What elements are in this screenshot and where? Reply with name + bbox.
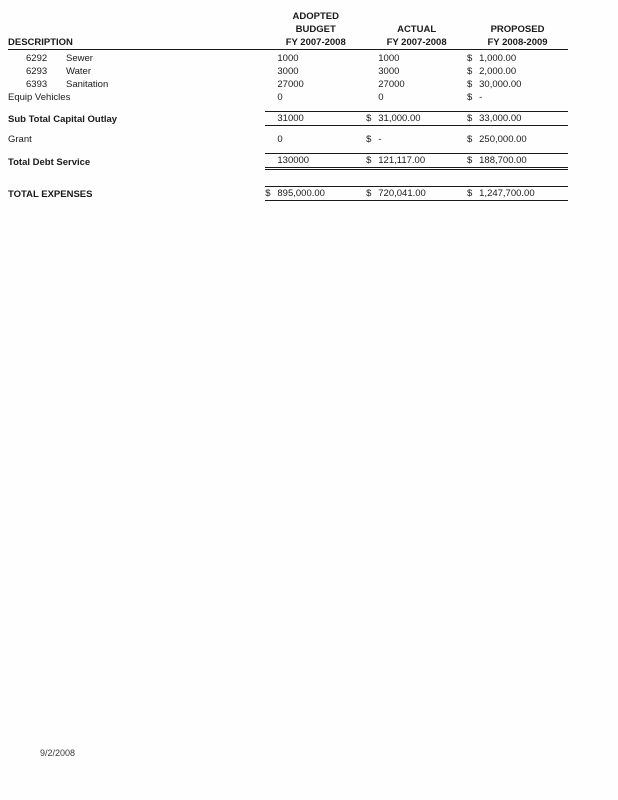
row-spacer	[8, 126, 568, 134]
row-proposed-symbol: $	[467, 66, 473, 77]
row-spacer	[8, 169, 568, 187]
account-number: 6393	[26, 79, 48, 90]
row-spacer	[8, 146, 568, 154]
footer-date: 9/2/2008	[40, 748, 76, 758]
debt-adopted-value: 130000	[277, 154, 366, 169]
total-debt-service-label: Total Debt Service	[8, 156, 91, 168]
row-adopted-value: 1000	[277, 53, 299, 64]
row-proposed-symbol: $	[467, 53, 473, 64]
row-actual-value: 27000	[378, 79, 405, 90]
debt-proposed-symbol: $	[467, 154, 479, 169]
header-adopted-line1: ADOPTED	[292, 11, 339, 22]
row-adopted-symbol	[265, 52, 277, 65]
debt-actual-value: 121,117.00	[378, 154, 467, 169]
subtotal-capital-outlay-row	[8, 112, 568, 126]
header-proposed-line1: PROPOSED	[490, 24, 545, 35]
subtotal-proposed-value: 33,000.00	[479, 112, 568, 126]
grant-row	[8, 133, 568, 146]
row-label: Sanitation	[66, 79, 109, 90]
table-row	[8, 52, 568, 65]
total-proposed-symbol: $	[467, 187, 479, 201]
table-row	[8, 65, 568, 78]
header-spacer-4	[8, 23, 265, 36]
total-debt-service-row	[8, 154, 568, 169]
grant-actual-value: -	[378, 134, 382, 145]
total-expenses-row	[8, 187, 568, 201]
row-actual-symbol	[366, 91, 378, 104]
grant-adopted-symbol	[265, 133, 277, 146]
row-adopted-value: 27000	[277, 79, 304, 90]
total-actual-value: 720,041.00	[378, 187, 467, 201]
row-adopted-symbol	[265, 65, 277, 78]
row-proposed-value: 1,000.00	[479, 53, 517, 64]
subtotal-proposed-symbol: $	[467, 112, 479, 126]
row-adopted-value: 0	[277, 92, 283, 103]
debt-proposed-value: 188,700.00	[479, 154, 568, 169]
debt-actual-symbol: $	[366, 154, 378, 169]
total-adopted-symbol: $	[265, 187, 277, 201]
row-spacer	[8, 104, 568, 112]
table-header-row-3	[8, 36, 568, 50]
row-actual-value: 1000	[378, 53, 400, 64]
row-adopted-value: 3000	[277, 66, 299, 77]
row-actual-value: 0	[378, 92, 384, 103]
row-adopted-symbol	[265, 78, 277, 91]
debt-adopted-symbol	[265, 154, 277, 169]
row-adopted-symbol	[265, 91, 277, 104]
account-number: 6292	[26, 53, 48, 64]
header-spacer-3	[467, 10, 568, 23]
total-proposed-value: 1,247,700.00	[479, 187, 568, 201]
total-actual-symbol: $	[366, 187, 378, 201]
grant-proposed-value: 250,000.00	[479, 134, 527, 145]
grant-adopted-value: 0	[277, 134, 283, 145]
row-actual-symbol	[366, 52, 378, 65]
grant-actual-symbol: $	[366, 134, 372, 145]
header-description: DESCRIPTION	[8, 37, 73, 48]
header-adopted-line2: BUDGET	[295, 24, 336, 35]
row-description	[8, 91, 265, 104]
table-header-row-1	[8, 10, 568, 23]
total-expenses-label: TOTAL EXPENSES	[8, 188, 93, 200]
header-actual-line1: ACTUAL	[397, 24, 437, 35]
subtotal-adopted-value: 31000	[277, 112, 366, 126]
header-proposed-fy: FY 2008-2009	[487, 37, 548, 48]
budget-table	[8, 10, 568, 201]
row-actual-symbol	[366, 78, 378, 91]
total-adopted-value: 895,000.00	[277, 187, 366, 201]
row-description	[8, 65, 265, 78]
header-adopted-fy: FY 2007-2008	[285, 37, 346, 48]
row-label: Water	[66, 66, 91, 77]
header-actual-fy: FY 2007-2008	[386, 37, 447, 48]
subtotal-label: Sub Total Capital Outlay	[8, 113, 118, 125]
row-proposed-symbol: $	[467, 92, 473, 103]
row-actual-value: 3000	[378, 66, 400, 77]
table-row	[8, 91, 568, 104]
grant-label: Grant	[8, 134, 32, 145]
row-label: Sewer	[66, 53, 93, 64]
header-spacer-2	[366, 10, 467, 23]
header-spacer-1	[8, 10, 265, 23]
row-label: Equip Vehicles	[8, 92, 71, 103]
row-proposed-value: 30,000.00	[479, 79, 522, 90]
row-proposed-value: 2,000.00	[479, 66, 517, 77]
table-row	[8, 78, 568, 91]
subtotal-actual-value: 31,000.00	[378, 112, 467, 126]
subtotal-actual-symbol: $	[366, 112, 378, 126]
row-description	[8, 52, 265, 65]
row-proposed-symbol: $	[467, 79, 473, 90]
row-actual-symbol	[366, 65, 378, 78]
subtotal-adopted-symbol	[265, 112, 277, 126]
account-number: 6293	[26, 66, 48, 77]
table-header-row-2	[8, 23, 568, 36]
grant-proposed-symbol: $	[467, 134, 473, 145]
row-description	[8, 78, 265, 91]
row-proposed-value: -	[479, 92, 483, 103]
